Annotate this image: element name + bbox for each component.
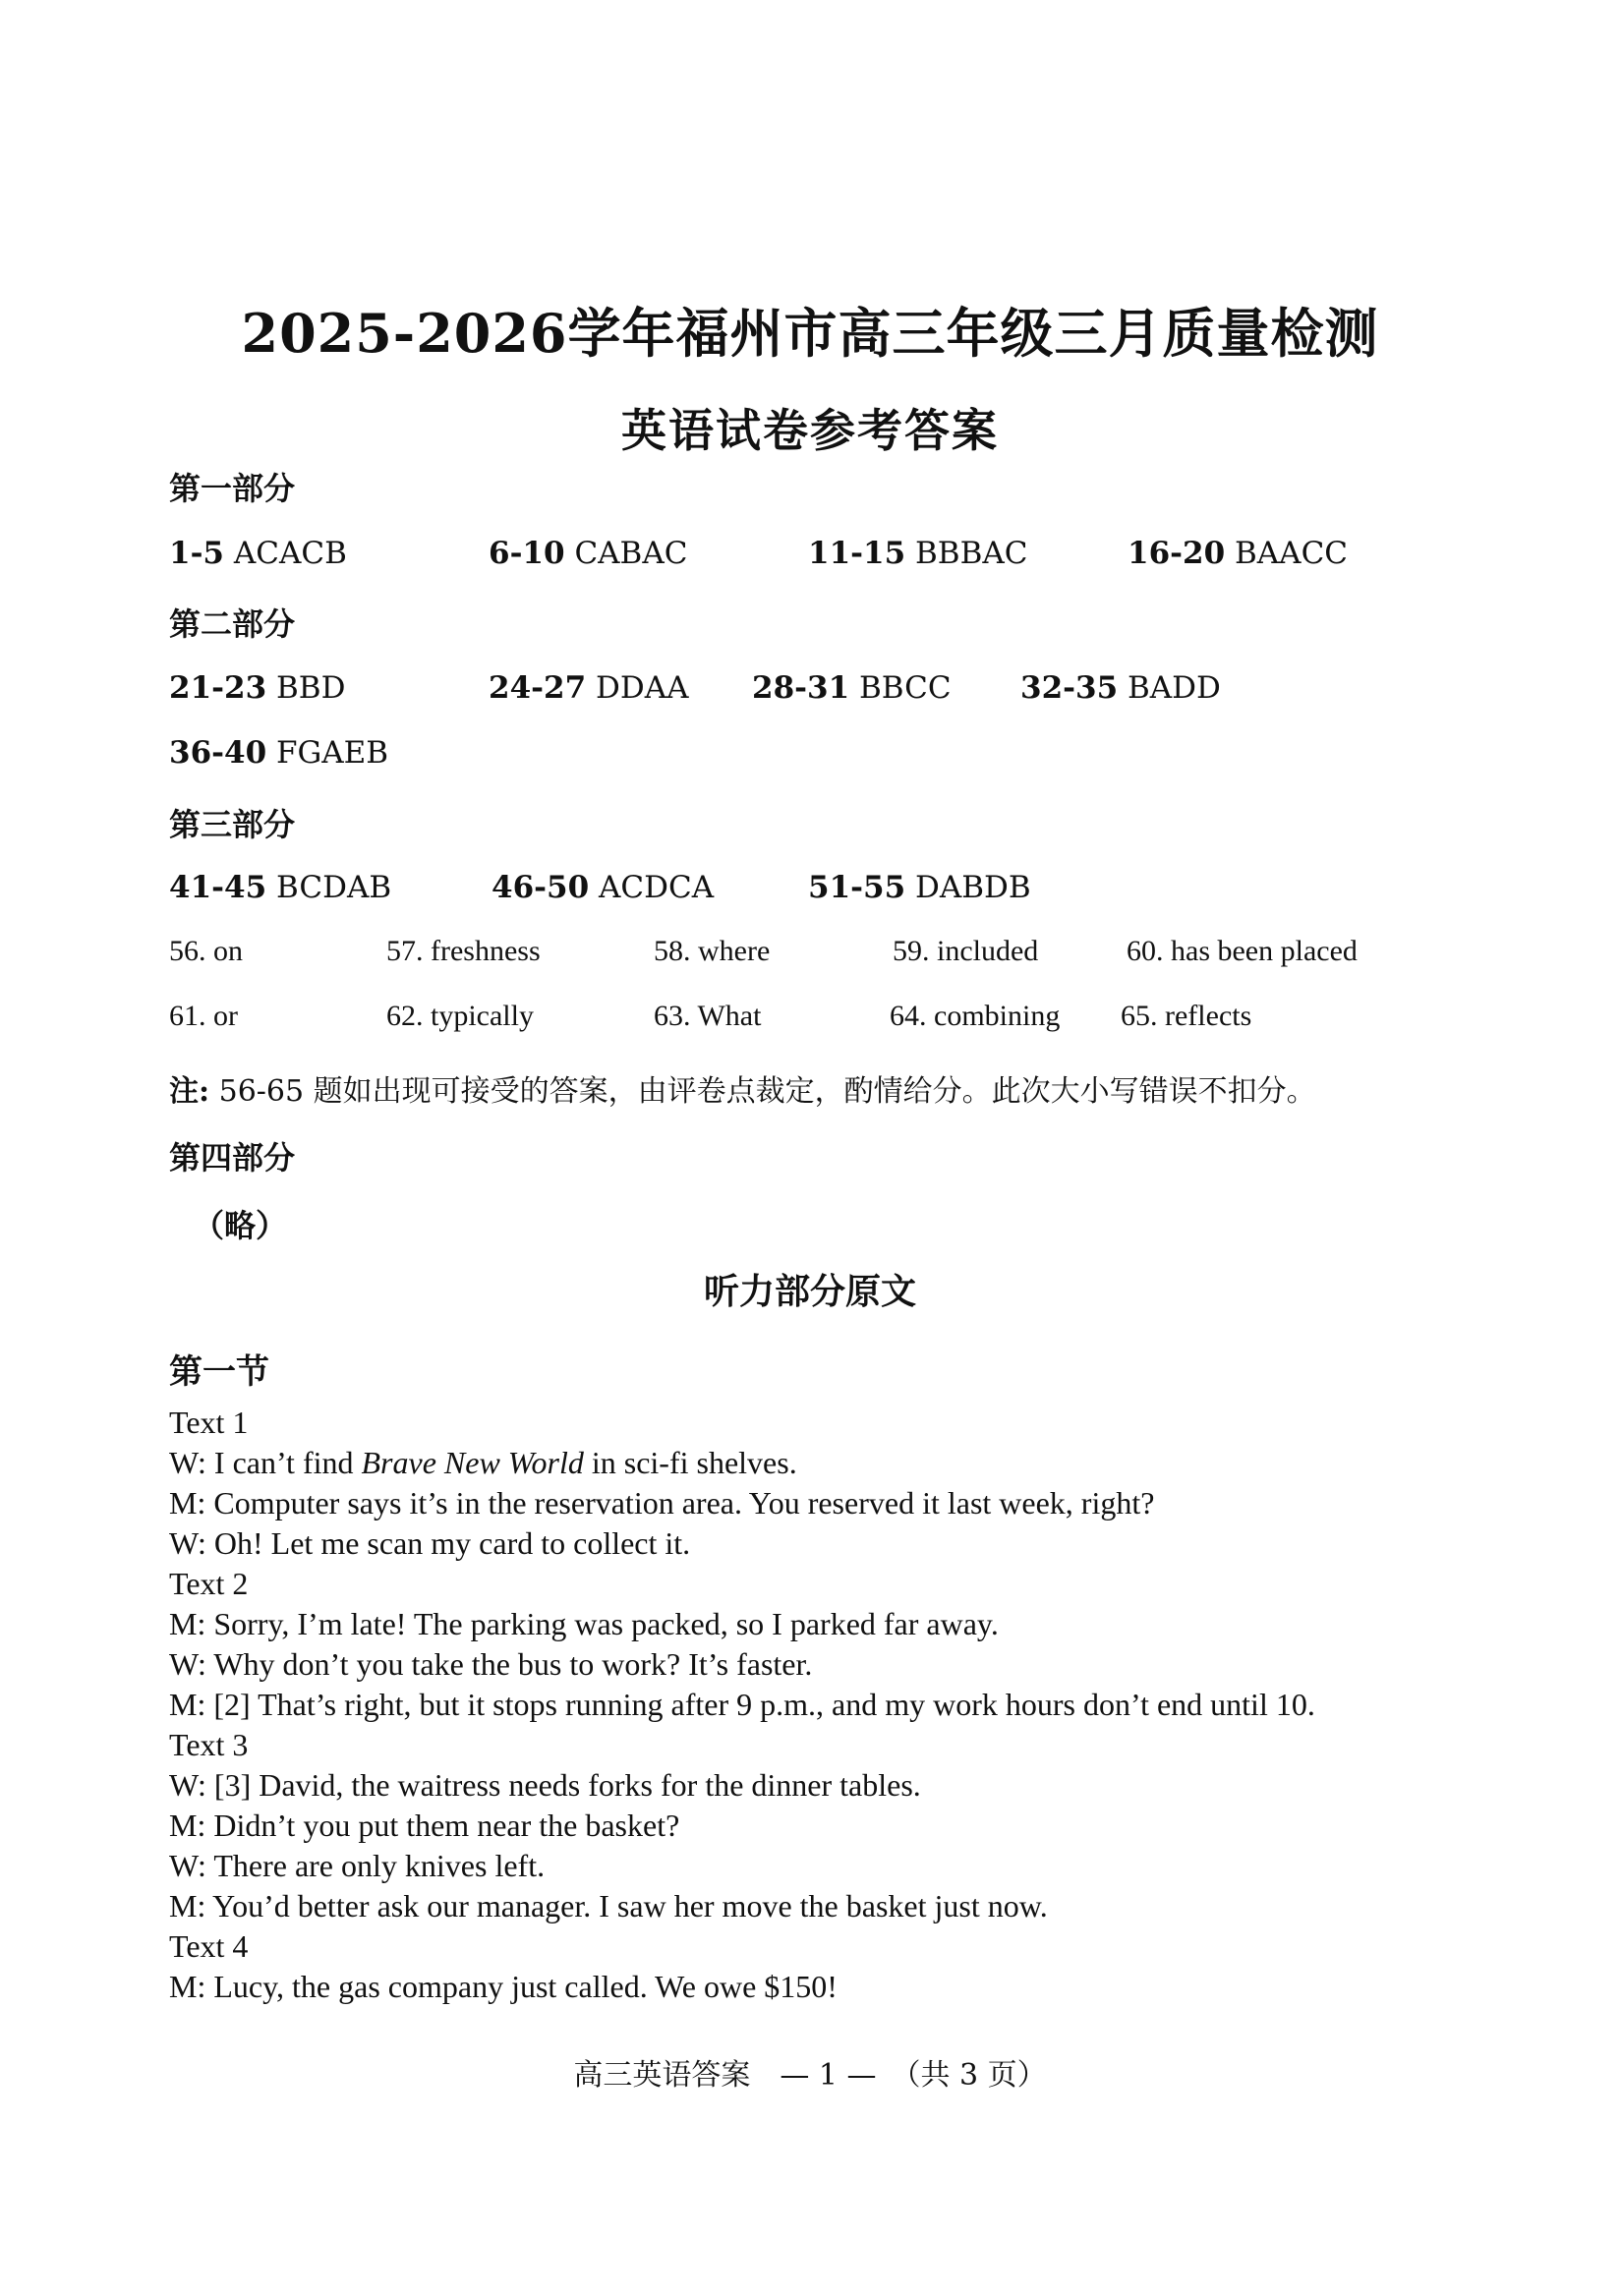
answer-group: 51-55 DABDB	[808, 870, 1031, 905]
blank-answer: 60. has been placed	[1127, 935, 1358, 967]
blank-answer: 59. included	[893, 935, 1039, 967]
blank-answer: 65. reflects	[1121, 1000, 1252, 1032]
script-line: M: Didn’t you put them near the basket?	[169, 1808, 680, 1843]
answer-group: 11-15 BBBAC	[808, 536, 1028, 571]
script-line: M: You’d better ask our manager. I saw her move the basket just now.	[169, 1888, 1048, 1923]
part2-heading: 第二部分	[169, 605, 296, 643]
script-line: Text 1	[169, 1405, 249, 1440]
part1-heading: 第一部分	[169, 470, 296, 507]
script-line: M: Lucy, the gas company just called. We owe $150!	[169, 1969, 838, 2004]
answer-group: 28-31 BBCC	[752, 670, 952, 706]
answer-group: 36-40 FGAEB	[169, 735, 389, 771]
script-line: W: Why don’t you take the bus to work? It’s faster.	[169, 1646, 813, 1682]
scoring-note: 注: 56-65 题如出现可接受的答案，由评卷点裁定，酌情给分。此次大小写错误不扣分。	[169, 1074, 1316, 1109]
answer-group: 21-23 BBD	[169, 670, 346, 706]
blank-answer: 62. typically	[386, 1000, 534, 1032]
listening-title: 听力部分原文	[703, 1271, 916, 1312]
blank-answer: 64. combining	[890, 1000, 1061, 1032]
blank-answer: 63. What	[654, 1000, 762, 1032]
script-line: Text 4	[169, 1928, 249, 1964]
script-line: W: I can’t find Brave New World in sci-fi shelves.	[169, 1445, 797, 1480]
answer-group: 16-20 BAACC	[1128, 536, 1349, 571]
page-title: 2025-2026学年福州市高三年级三月质量检测	[241, 302, 1379, 365]
page-footer: 高三英语答案 — 1 — （共 3 页）	[573, 2058, 1047, 2093]
script-line: Text 2	[169, 1566, 249, 1601]
blank-answer: 61. or	[169, 1000, 238, 1032]
script-line: M: Computer says it’s in the reservation area. You reserved it last week, right?	[169, 1485, 1155, 1521]
answer-group: 32-35 BADD	[1020, 670, 1221, 706]
answer-group: 6-10 CABAC	[489, 536, 688, 571]
blank-answer: 57. freshness	[386, 935, 541, 967]
blank-answer: 58. where	[654, 935, 771, 967]
script-line: W: There are only knives left.	[169, 1848, 546, 1883]
blank-answer: 56. on	[169, 935, 243, 967]
part3-heading: 第三部分	[169, 806, 296, 843]
page-subtitle: 英语试卷参考答案	[621, 404, 999, 457]
answer-group: 1-5 ACACB	[169, 536, 347, 571]
answer-group: 41-45 BCDAB	[169, 870, 392, 905]
script-line: M: [2] That’s right, but it stops running after 9 p.m., and my work hours don’t end until 10.	[169, 1687, 1315, 1722]
script-line: W: [3] David, the waitress needs forks for the dinner tables.	[169, 1767, 921, 1803]
script-line: Text 3	[169, 1727, 249, 1762]
part4-content: （略）	[193, 1207, 288, 1244]
script-line: W: Oh! Let me scan my card to collect it.	[169, 1525, 691, 1561]
part4-heading: 第四部分	[169, 1139, 296, 1177]
answer-group: 46-50 ACDCA	[492, 870, 715, 905]
answer-group: 24-27 DDAA	[489, 670, 689, 706]
script-line: M: Sorry, I’m late! The parking was packed, so I parked far away.	[169, 1606, 999, 1641]
listening-section-heading: 第一节	[169, 1352, 269, 1392]
